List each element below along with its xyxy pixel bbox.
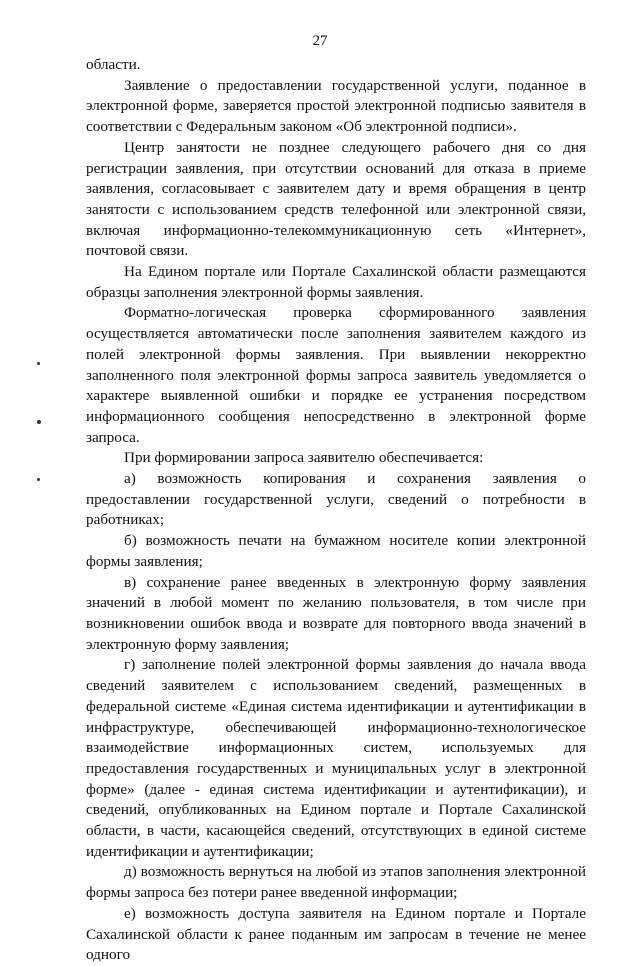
margin-mark [37,420,41,424]
paragraph: На Едином портале или Портале Сахалинской области размещаются образцы заполнения электронной формы заявления. [86,263,586,301]
paragraph: При формировании запроса заявителю обеспечивается: [124,449,484,467]
page-number: 27 [312,33,328,49]
list-item: д) возможность вернуться на любой из этапов заполнения электронной формы запроса без потери ранее введенной информации; [86,863,586,902]
paragraph: области. [86,56,141,73]
margin-mark [37,362,40,365]
list-item: в) сохранение ранее введенных в электронную форму заявления значений в любой момент по желанию пользователя, в том числе при возникновении ошибок ввода и возврате для повторного ввода значений в электронную форму заявления; [86,573,586,653]
list-item: г) заполнение полей электронной формы заявления до начала ввода сведений заявителем с использованием сведений, размещенных в федеральной системе «Единая система идентификации и аутентификации в инфраструктуре, обеспечивающей информационно-технологическое взаимодействие информационных систем, используемых для предоставления государственных и муниципальных услуг в электронной форме» (далее - единая система идентификации и аутентификации), и сведений, опубликованных на Едином портале и Портале Сахалинской области, в части, касающейся сведений, отсутствующих в единой системе идентификации и аутентификации; [86,656,586,860]
paragraph: Форматно-логическая проверка сформированного заявления осуществляется автоматически после заполнения заявителем каждого из полей электронной формы заявления. При выявлении некорректно заполненного поля электронной формы запроса заявитель уведомляется о характере выявленной ошибки и порядке ее устранения посредством информационного сообщения непосредственно в электронной форме запроса. [86,304,586,446]
document-body [86,55,586,966]
list-item: е) возможность доступа заявителя на Едином портале и Портале Сахалинской области к ранее поданным им запросам в течение не менее одного [86,904,586,964]
paragraph: Центр занятости не позднее следующего рабочего дня со дня регистрации заявления, при отсутствии оснований для отказа в приеме заявления, согласовывает с заявителем дату и время обращения в центр занятости с использованием средств телефонной или электронной связи, включая информационно-телекоммуникационную сеть «Интернет», почтовой связи. [86,138,586,260]
list-item: а) возможность копирования и сохранения заявления о предоставлении государственной услуги, сведений о потребности в работниках; [86,470,586,529]
list-item: б) возможность печати на бумажном носителе копии электронной формы заявления; [86,532,586,570]
margin-mark [37,478,40,481]
paragraph: Заявление о предоставлении государственной услуги, поданное в электронной форме, заверяется простой электронной подписью заявителя в соответствии с Федеральным законом «Об электронной подписи». [86,76,586,136]
